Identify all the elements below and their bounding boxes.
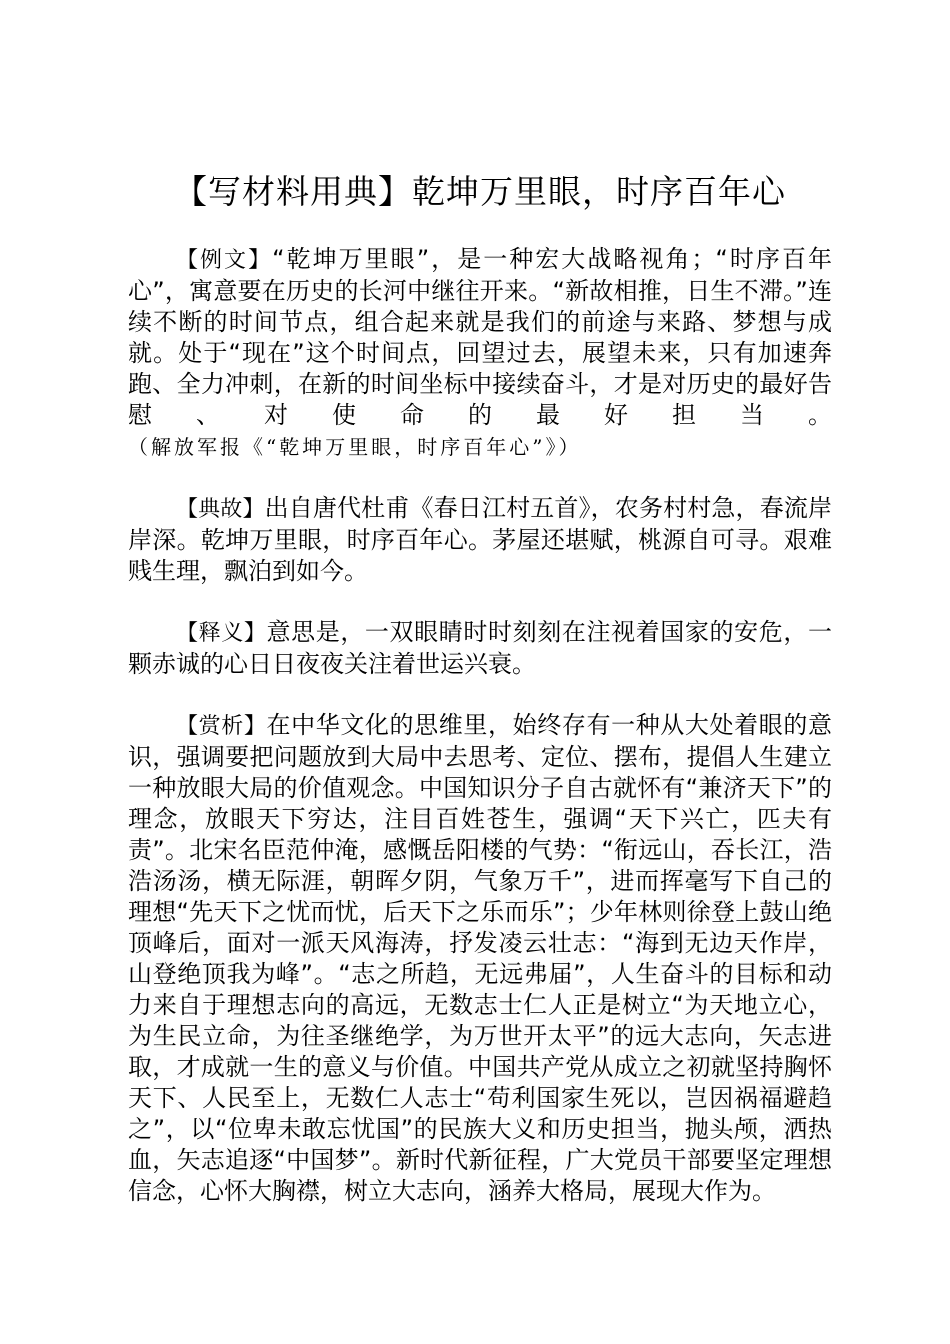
allusion-body: 出自唐代杜甫《春日江村五首》，农务村村急，春流岸岸深。乾坤万里眼，时序百年心。茅屋还堪赋，桃源自可寻。艰难贱生理，飘泊到如今。 [128, 494, 832, 585]
meaning-paragraph [128, 617, 832, 680]
allusion-paragraph [128, 493, 832, 587]
analysis-paragraph [128, 710, 832, 1207]
document-page [128, 168, 832, 1237]
example-tag: 【例文】 [176, 248, 273, 273]
analysis-body: 在中华文化的思维里，始终存有一种从大处着眼的意识，强调要把问题放到大局中去思考、定位、摆布，提倡人生建立一种放眼大局的价值观念。中国知识分子自古就怀有“兼济天下”的理念，放眼天下穷达，注目百姓苍生，强调“天下兴亡，匹夫有责”。北宋名臣范仲淹，感慨岳阳楼的气势：“衔远山，吞长江，浩浩汤汤，横无际涯，朝晖夕阴，气象万千”，进而挥毫写下自己的理想“先天下之忧而忧，后天下之乐而乐”；少年林则徐登上鼓山绝顶峰后，面对一派天风海涛，抒发凌云壮志：“海到无边天作岸，山登绝顶我为峰”。“志之所趋，无远弗届”，人生奋斗的目标和动力来自于理想志向的高远，无数志士仁人正是树立“为天地立心，为生民立命，为往圣继绝学，为万世开太平”的远大志向，矢志进取，才成就一生的意义与价值。中国共产党从成立之初就坚持胸怀天下、人民至上，无数仁人志士“苟利国家生死以，岂因祸福避趋之”，以“位卑未敢忘忧国”的民族大义和历史担当，抛头颅，洒热血，矢志追逐“中国梦”。新时代新征程，广大党员干部要坚定理想信念，心怀大胸襟，树立大志向，涵养大格局，展现大作为。 [128, 711, 832, 1205]
example-body: “乾坤万里眼”，是一种宏大战略视角；“时序百年心”，寓意要在历史的长河中继往开来。“新故相推，日生不滞。”连续不断的时间节点，组合起来就是我们的前途与来路、梦想与成就。处于“现在”这个时间点，回望过去，展望未来，只有加速奔跑、全力冲刺，在新的时间坐标中接续奋斗，才是对历史的最好告慰、对使命的最好担当。 [128, 245, 832, 429]
meaning-body: 意思是，一双眼睛时时刻刻在注视着国家的安危，一颗赤诚的心日日夜夜关注着世运兴衰。 [128, 618, 832, 678]
example-source: （解放军报《“乾坤万里眼，时序百年心”》） [128, 435, 582, 459]
allusion-tag: 【典故】 [176, 497, 265, 522]
page-title: 【写材料用典】乾坤万里眼，时序百年心 [174, 172, 786, 211]
analysis-tag: 【赏析】 [176, 714, 267, 739]
example-paragraph [128, 244, 832, 463]
meaning-tag: 【释义】 [176, 621, 267, 646]
